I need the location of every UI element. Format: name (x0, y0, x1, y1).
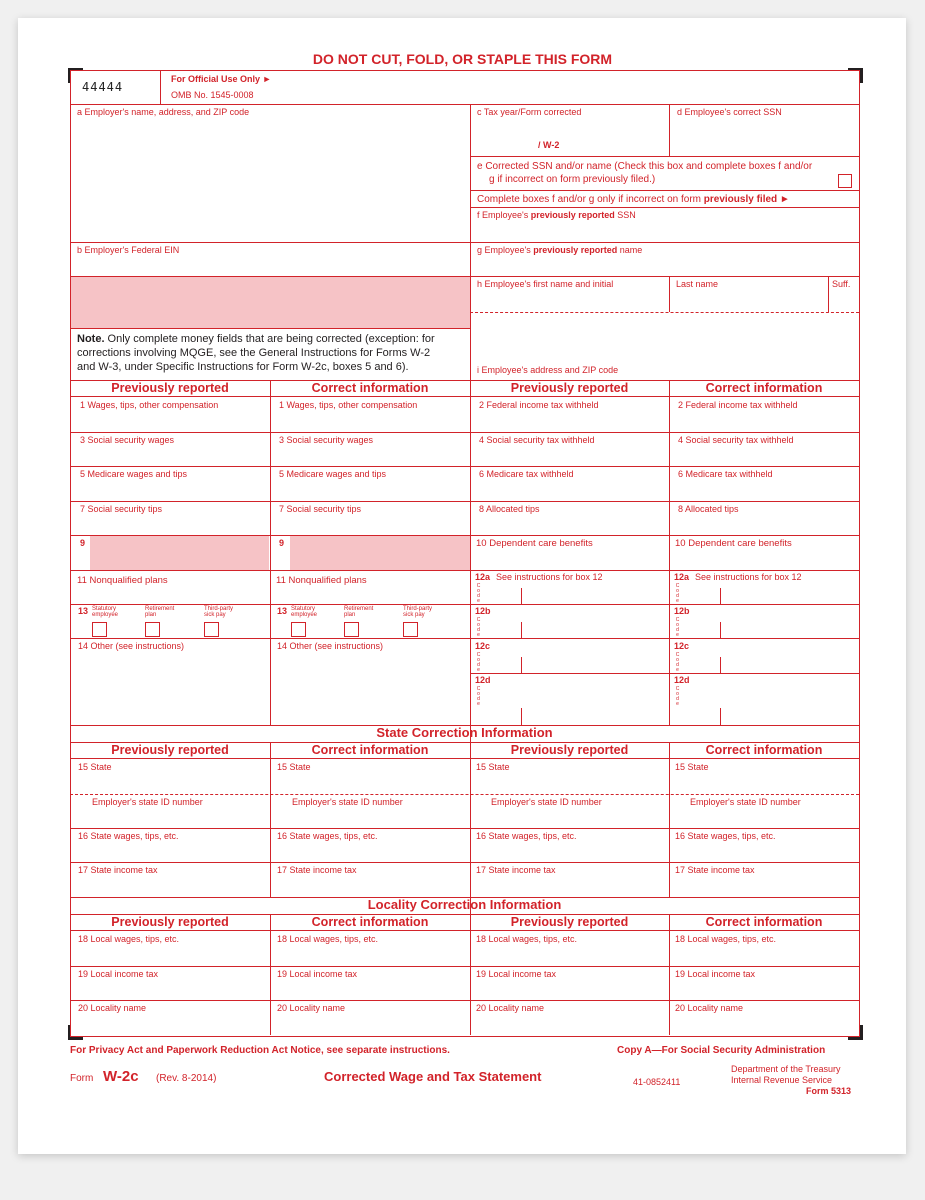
box-6-label: 6 Medicare tax withheld (678, 469, 773, 479)
note-text-1: Only complete money fields that are being corrected (exception: for (104, 333, 435, 345)
box-17-label: 17 State income tax (476, 865, 556, 875)
box-17-label: 17 State income tax (277, 865, 357, 875)
col-header: Previously reported (111, 381, 229, 395)
box-12d-label: 12d (674, 675, 690, 685)
box-7-label: 7 Social security tips (80, 504, 163, 514)
note (77, 332, 467, 374)
retirement-checkbox[interactable] (145, 622, 160, 637)
box-19-label: 19 Local income tax (675, 969, 756, 979)
box-12a-text: See instructions for box 12 (496, 572, 603, 582)
third-party-label: Third-party sick pay (204, 606, 234, 618)
state-section-title: State Correction Information (376, 725, 553, 740)
form-word: Form (70, 1073, 94, 1084)
retirement-label: Retirement plan (145, 606, 175, 618)
box-8-label: 8 Allocated tips (479, 504, 540, 514)
box-12a-label: 12a (674, 572, 690, 582)
box-19-label: 19 Local income tax (277, 969, 358, 979)
box-1-label: 1 Wages, tips, other compensation (279, 400, 418, 410)
box-19-label: 19 Local income tax (78, 969, 159, 979)
box-11-label: 11 Nonqualified plans (77, 575, 168, 586)
box-20-label: 20 Locality name (78, 1003, 147, 1013)
statutory-checkbox[interactable] (291, 622, 306, 637)
third-party-label: Third-party sick pay (403, 606, 433, 618)
box-6-label: 6 Medicare tax withheld (479, 469, 574, 479)
box-18-label: 18 Local wages, tips, etc. (476, 934, 578, 944)
box-5-label: 5 Medicare wages and tips (80, 469, 188, 479)
box-f-label: f Employee's previously reported SSN (477, 210, 636, 220)
banner: DO NOT CUT, FOLD, OR STAPLE THIS FORM (312, 51, 613, 67)
box-8-label: 8 Allocated tips (678, 504, 739, 514)
box-18-label: 18 Local wages, tips, etc. (675, 934, 777, 944)
box-d-label: d Employee's correct SSN (677, 107, 782, 117)
form-name: W-2c (103, 1068, 139, 1085)
box-3-label: 3 Social security wages (279, 435, 374, 445)
third-party-checkbox[interactable] (403, 622, 418, 637)
box-7-label: 7 Social security tips (279, 504, 362, 514)
state-id-label: Employer's state ID number (292, 797, 403, 807)
note-bold: Note. (77, 333, 105, 345)
box-12b-label: 12b (674, 606, 690, 616)
box-13-label: 13 (277, 606, 288, 616)
box-14-label: 14 Other (see instructions) (78, 641, 185, 651)
box-10-label: 10 Dependent care benefits (476, 538, 593, 549)
box-4-label: 4 Social security tax withheld (678, 435, 794, 445)
box-12c-label: 12c (475, 641, 491, 651)
box-16-label: 16 State wages, tips, etc. (476, 831, 577, 841)
box-16-label: 16 State wages, tips, etc. (78, 831, 179, 841)
box-h-label: h Employee's first name and initial (477, 279, 614, 289)
box-12b-label: 12b (475, 606, 491, 616)
statutory-label: Statutory employee (291, 606, 318, 618)
note-text-3: and W-3, under Specific Instructions for Form W-2c, boxes 5 and 6). (77, 361, 409, 373)
code-label: Code (675, 652, 680, 673)
box-15-label: 15 State (476, 762, 510, 772)
col-header: Previously reported (111, 743, 229, 757)
code-label: Code (675, 617, 680, 638)
box-c-value: / W-2 (538, 140, 560, 150)
retirement-label: Retirement plan (344, 606, 374, 618)
col-header: Previously reported (111, 915, 229, 929)
note-text-2: corrections involving MQGE, see the General Instructions for Forms W-2 (77, 347, 431, 359)
box-11-label: 11 Nonqualified plans (276, 575, 367, 586)
box-20-label: 20 Locality name (675, 1003, 744, 1013)
box-15-label: 15 State (277, 762, 311, 772)
code-label: Code (675, 686, 680, 707)
box-17-label: 17 State income tax (675, 865, 755, 875)
box9-shaded (290, 536, 470, 570)
box-10-label: 10 Dependent care benefits (675, 538, 792, 549)
box-20-label: 20 Locality name (277, 1003, 346, 1013)
statutory-label: Statutory employee (92, 606, 119, 618)
box-12a-label: 12a (475, 572, 491, 582)
col-header: Correct information (311, 915, 429, 929)
box-12a-text: See instructions for box 12 (695, 572, 802, 582)
box-13-label: 13 (78, 606, 89, 616)
box-e-line-2: g if incorrect on form previously filed.) (489, 174, 656, 185)
box-12c-label: 12c (674, 641, 690, 651)
box-a-label: a Employer's name, address, and ZIP code (77, 107, 250, 117)
col-header: Correct information (705, 381, 823, 395)
box-b-label: b Employer's Federal EIN (77, 245, 180, 255)
box-15-label: 15 State (675, 762, 709, 772)
box-16-label: 16 State wages, tips, etc. (277, 831, 378, 841)
box-e-checkbox[interactable] (838, 174, 852, 188)
third-party-checkbox[interactable] (204, 622, 219, 637)
box-4-label: 4 Social security tax withheld (479, 435, 595, 445)
form-number: Form 5313 (806, 1086, 852, 1096)
box-5-label: 5 Medicare wages and tips (279, 469, 387, 479)
suffix-label: Suff. (832, 279, 851, 289)
box-19-label: 19 Local income tax (476, 969, 557, 979)
dept-treasury: Department of the Treasury (731, 1064, 841, 1074)
code-label: Code (476, 686, 481, 707)
box-17-label: 17 State income tax (78, 865, 158, 875)
dept-irs: Internal Revenue Service (731, 1075, 833, 1085)
col-header: Correct information (311, 381, 429, 395)
box9-shaded (90, 536, 269, 570)
col-header: Correct information (705, 915, 823, 929)
col-header: Previously reported (510, 381, 629, 395)
code-label: Code (476, 617, 481, 638)
statement-title: Corrected Wage and Tax Statement (324, 1069, 542, 1084)
box-9-label: 9 (80, 538, 86, 548)
box-g-label: g Employee's previously reported name (477, 245, 643, 255)
box-c-label: c Tax year/Form corrected (477, 107, 582, 117)
statutory-checkbox[interactable] (92, 622, 107, 637)
box-18-label: 18 Local wages, tips, etc. (277, 934, 379, 944)
state-id-label: Employer's state ID number (92, 797, 203, 807)
code-label: Code (675, 583, 680, 604)
box-16-label: 16 State wages, tips, etc. (675, 831, 776, 841)
box-i-label: i Employee's address and ZIP code (477, 365, 619, 375)
box-3-label: 3 Social security wages (80, 435, 175, 445)
state-id-label: Employer's state ID number (690, 797, 801, 807)
box-18-label: 18 Local wages, tips, etc. (78, 934, 180, 944)
catalog-number: 41-0852411 (633, 1077, 681, 1087)
box-2-label: 2 Federal income tax withheld (678, 400, 798, 410)
box-12d-label: 12d (475, 675, 491, 685)
code-label: Code (476, 652, 481, 673)
col-header: Correct information (705, 743, 823, 757)
box-20-label: 20 Locality name (476, 1003, 545, 1013)
box-1-label: 1 Wages, tips, other compensation (80, 400, 219, 410)
box-2-label: 2 Federal income tax withheld (479, 400, 599, 410)
omb-number: OMB No. 1545-0008 (171, 90, 254, 100)
box-14-label: 14 Other (see instructions) (277, 641, 384, 651)
locality-section-title: Locality Correction Information (367, 897, 562, 912)
col-header: Previously reported (510, 915, 629, 929)
box-9-label: 9 (279, 538, 285, 548)
form-id: 44444 (82, 80, 124, 94)
copy-label: Copy A—For Social Security Administration (617, 1045, 826, 1056)
privacy-notice: For Privacy Act and Paperwork Reduction Act Notice, see separate instructions. (70, 1045, 450, 1056)
col-header: Correct information (311, 743, 429, 757)
state-id-label: Employer's state ID number (491, 797, 602, 807)
box-15-label: 15 State (78, 762, 112, 772)
official-use-label: For Official Use Only ► (171, 74, 272, 84)
revision: (Rev. 8-2014) (156, 1073, 217, 1084)
complete-fg-note: Complete boxes f and/or g only if incorrect on form previously filed ► (477, 194, 790, 205)
retirement-checkbox[interactable] (344, 622, 359, 637)
code-label: Code (476, 583, 481, 604)
box-e-line-1: e Corrected SSN and/or name (Check this box and complete boxes f and/or (477, 161, 813, 172)
shaded-area (71, 277, 470, 328)
last-name-label: Last name (676, 279, 719, 289)
col-header: Previously reported (510, 743, 629, 757)
